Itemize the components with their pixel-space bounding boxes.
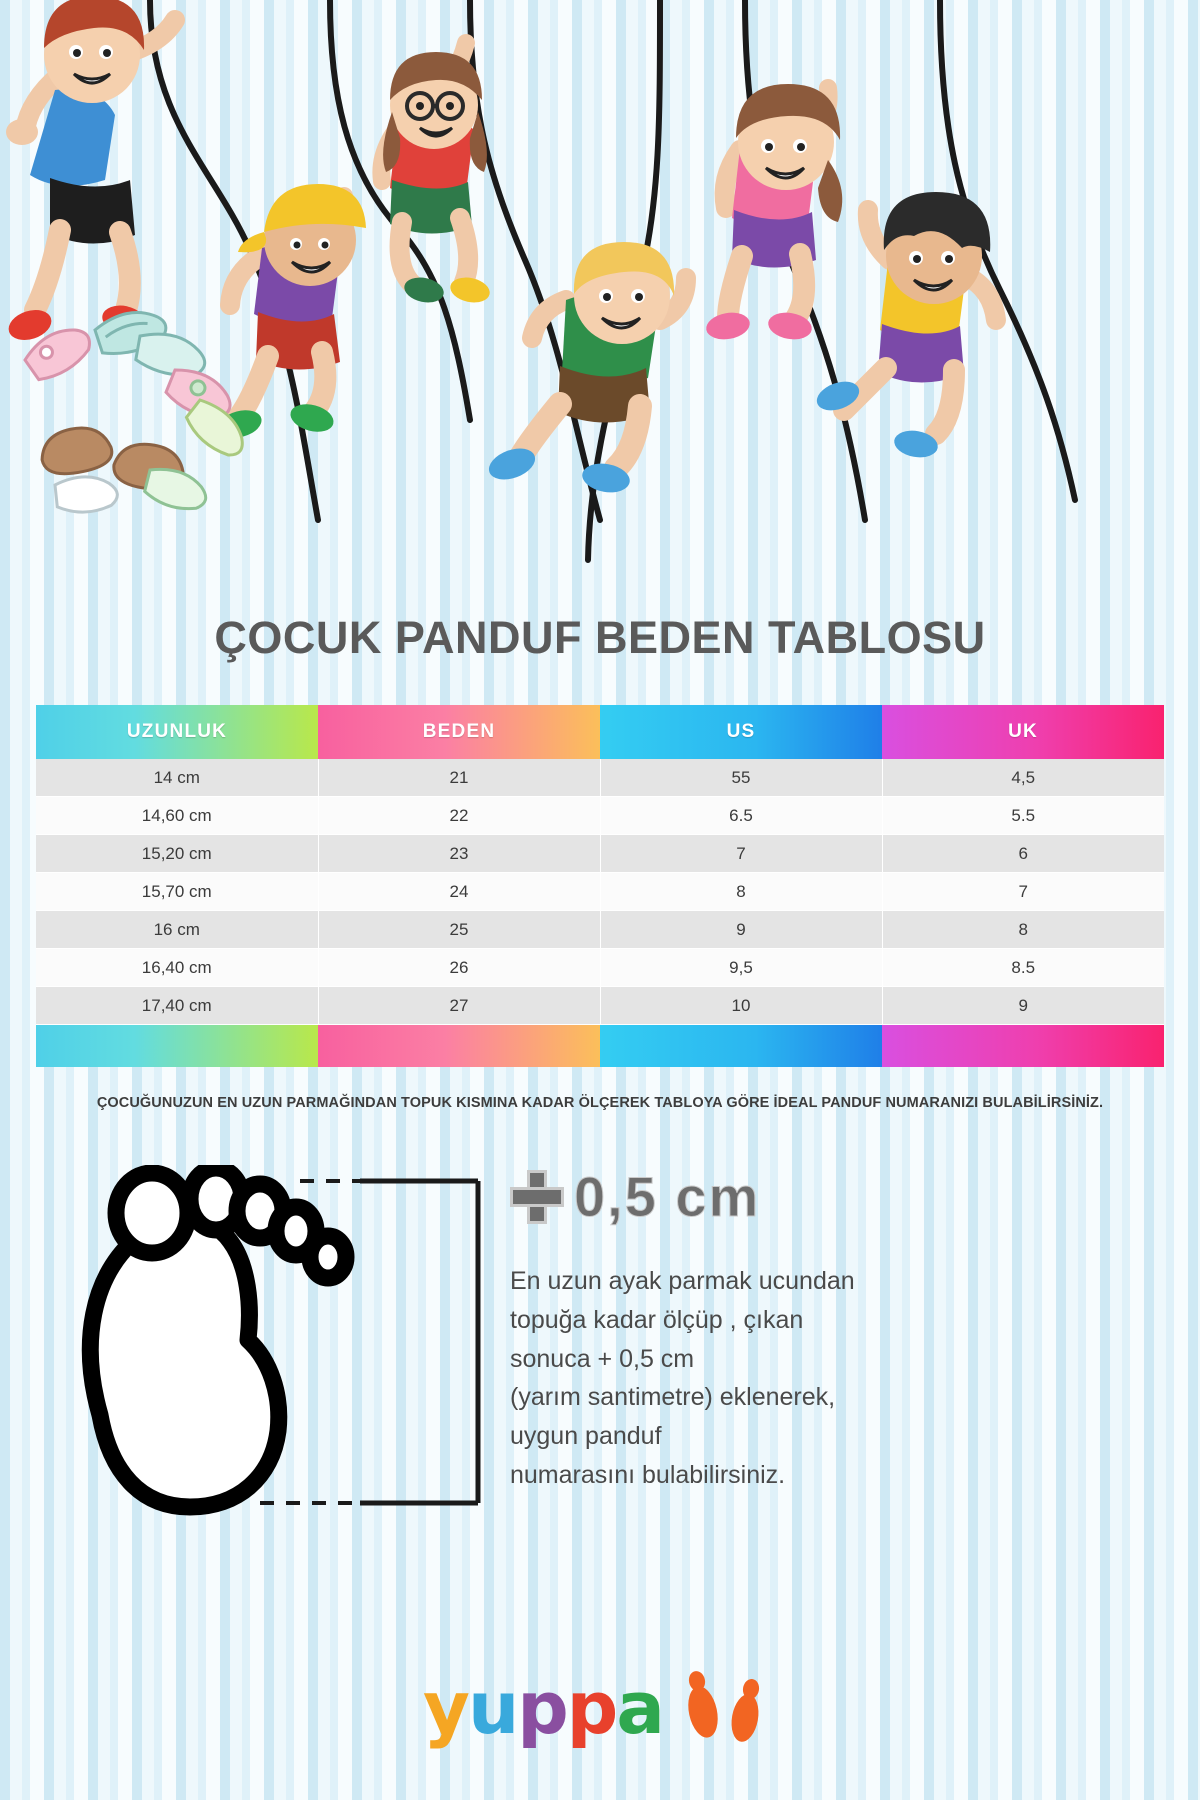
- cell-uzunluk: 17,40 cm: [36, 987, 318, 1025]
- column-header-uk: UK: [882, 705, 1164, 759]
- cell-uzunluk: 15,70 cm: [36, 873, 318, 911]
- size-table-container: [36, 705, 1164, 1067]
- cell-us: 9,5: [600, 949, 882, 987]
- cell-us: 8: [600, 873, 882, 911]
- measurement-instructions: [510, 1160, 1130, 1495]
- cell-beden: 23: [318, 835, 600, 873]
- child-figure-5: [704, 84, 842, 343]
- logo-letter-5: a: [616, 1666, 663, 1750]
- table-row: [36, 987, 1164, 1025]
- cell-beden: 25: [318, 911, 600, 949]
- footer-bar-segment-1: [36, 1025, 318, 1067]
- column-header-uzunluk: UZUNLUK: [36, 705, 318, 759]
- column-header-us: US: [600, 705, 882, 759]
- cell-us: 6.5: [600, 797, 882, 835]
- cell-uzunluk: 14 cm: [36, 759, 318, 797]
- cell-beden: 21: [318, 759, 600, 797]
- footer-bar-segment-4: [882, 1025, 1164, 1067]
- cell-uk: 5.5: [882, 797, 1164, 835]
- brand-logo-text: [423, 1666, 663, 1750]
- table-header-row: [36, 705, 1164, 759]
- measure-line-4: (yarım santimetre) eklenerek,: [510, 1383, 836, 1412]
- measure-line-1: En uzun ayak parmak ucundan: [510, 1267, 855, 1295]
- plus-value-label: 0,5 cm: [574, 1165, 761, 1228]
- child-figure-6: [813, 192, 996, 461]
- measure-line-6: numarasını bulabilirsiniz.: [510, 1460, 786, 1489]
- table-row: [36, 797, 1164, 835]
- cell-beden: 24: [318, 873, 600, 911]
- measuring-note: ÇOCUĞUNUZUN EN UZUN PARMAĞINDAN TOPUK KISMINA KADAR ÖLÇEREK TABLOYA GÖRE İDEAL PANDUF NUMARANIZI BULABİLİRSİNİZ.: [96, 1095, 1104, 1111]
- measure-line-3: sonuca + 0,5 cm: [510, 1344, 695, 1373]
- measure-line-5: uygun panduf: [510, 1422, 662, 1450]
- logo-letter-3: p: [517, 1666, 567, 1750]
- table-row: [36, 873, 1164, 911]
- measurement-text: [510, 1262, 1070, 1495]
- column-header-beden: BEDEN: [318, 705, 600, 759]
- cell-uzunluk: 16,40 cm: [36, 949, 318, 987]
- cell-us: 55: [600, 759, 882, 797]
- cell-uzunluk: 16 cm: [36, 911, 318, 949]
- size-table: [36, 705, 1164, 1025]
- logo-letter-2: u: [467, 1666, 518, 1750]
- plus-half-cm-row: [510, 1160, 1130, 1234]
- cell-uzunluk: 15,20 cm: [36, 835, 318, 873]
- children-climbing-illustration: [0, 0, 1200, 620]
- table-row: [36, 949, 1164, 987]
- plus-icon: [510, 1170, 564, 1224]
- cell-uzunluk: 14,60 cm: [36, 797, 318, 835]
- child-figure-1: [5, 0, 175, 345]
- cell-us: 9: [600, 911, 882, 949]
- cell-uk: 6: [882, 835, 1164, 873]
- footprints-icon: [677, 1668, 777, 1748]
- cell-us: 10: [600, 987, 882, 1025]
- cell-us: 7: [600, 835, 882, 873]
- table-row: [36, 835, 1164, 873]
- measure-line-2: topuğa kadar ölçüp , çıkan: [510, 1305, 804, 1334]
- cell-uk: 9: [882, 987, 1164, 1025]
- logo-letter-4: p: [566, 1666, 617, 1750]
- footer-bar-segment-3: [600, 1025, 882, 1067]
- logo-letter-1: y: [423, 1666, 468, 1750]
- footer-bar-segment-2: [318, 1025, 600, 1067]
- cell-uk: 8: [882, 911, 1164, 949]
- cell-beden: 27: [318, 987, 600, 1025]
- cell-uk: 4,5: [882, 759, 1164, 797]
- cell-beden: 26: [318, 949, 600, 987]
- table-row: [36, 759, 1164, 797]
- cell-beden: 22: [318, 797, 600, 835]
- table-footer-color-bar: [36, 1025, 1164, 1067]
- page-title: ÇOCUK PANDUF BEDEN TABLOSU: [214, 612, 986, 663]
- baby-shoes-illustration: [21, 303, 252, 515]
- brand-logo: [0, 1668, 1200, 1748]
- cell-uk: 7: [882, 873, 1164, 911]
- cell-uk: 8.5: [882, 949, 1164, 987]
- foot-diagram: [70, 1165, 490, 1565]
- table-row: [36, 911, 1164, 949]
- child-figure-3: [381, 43, 492, 306]
